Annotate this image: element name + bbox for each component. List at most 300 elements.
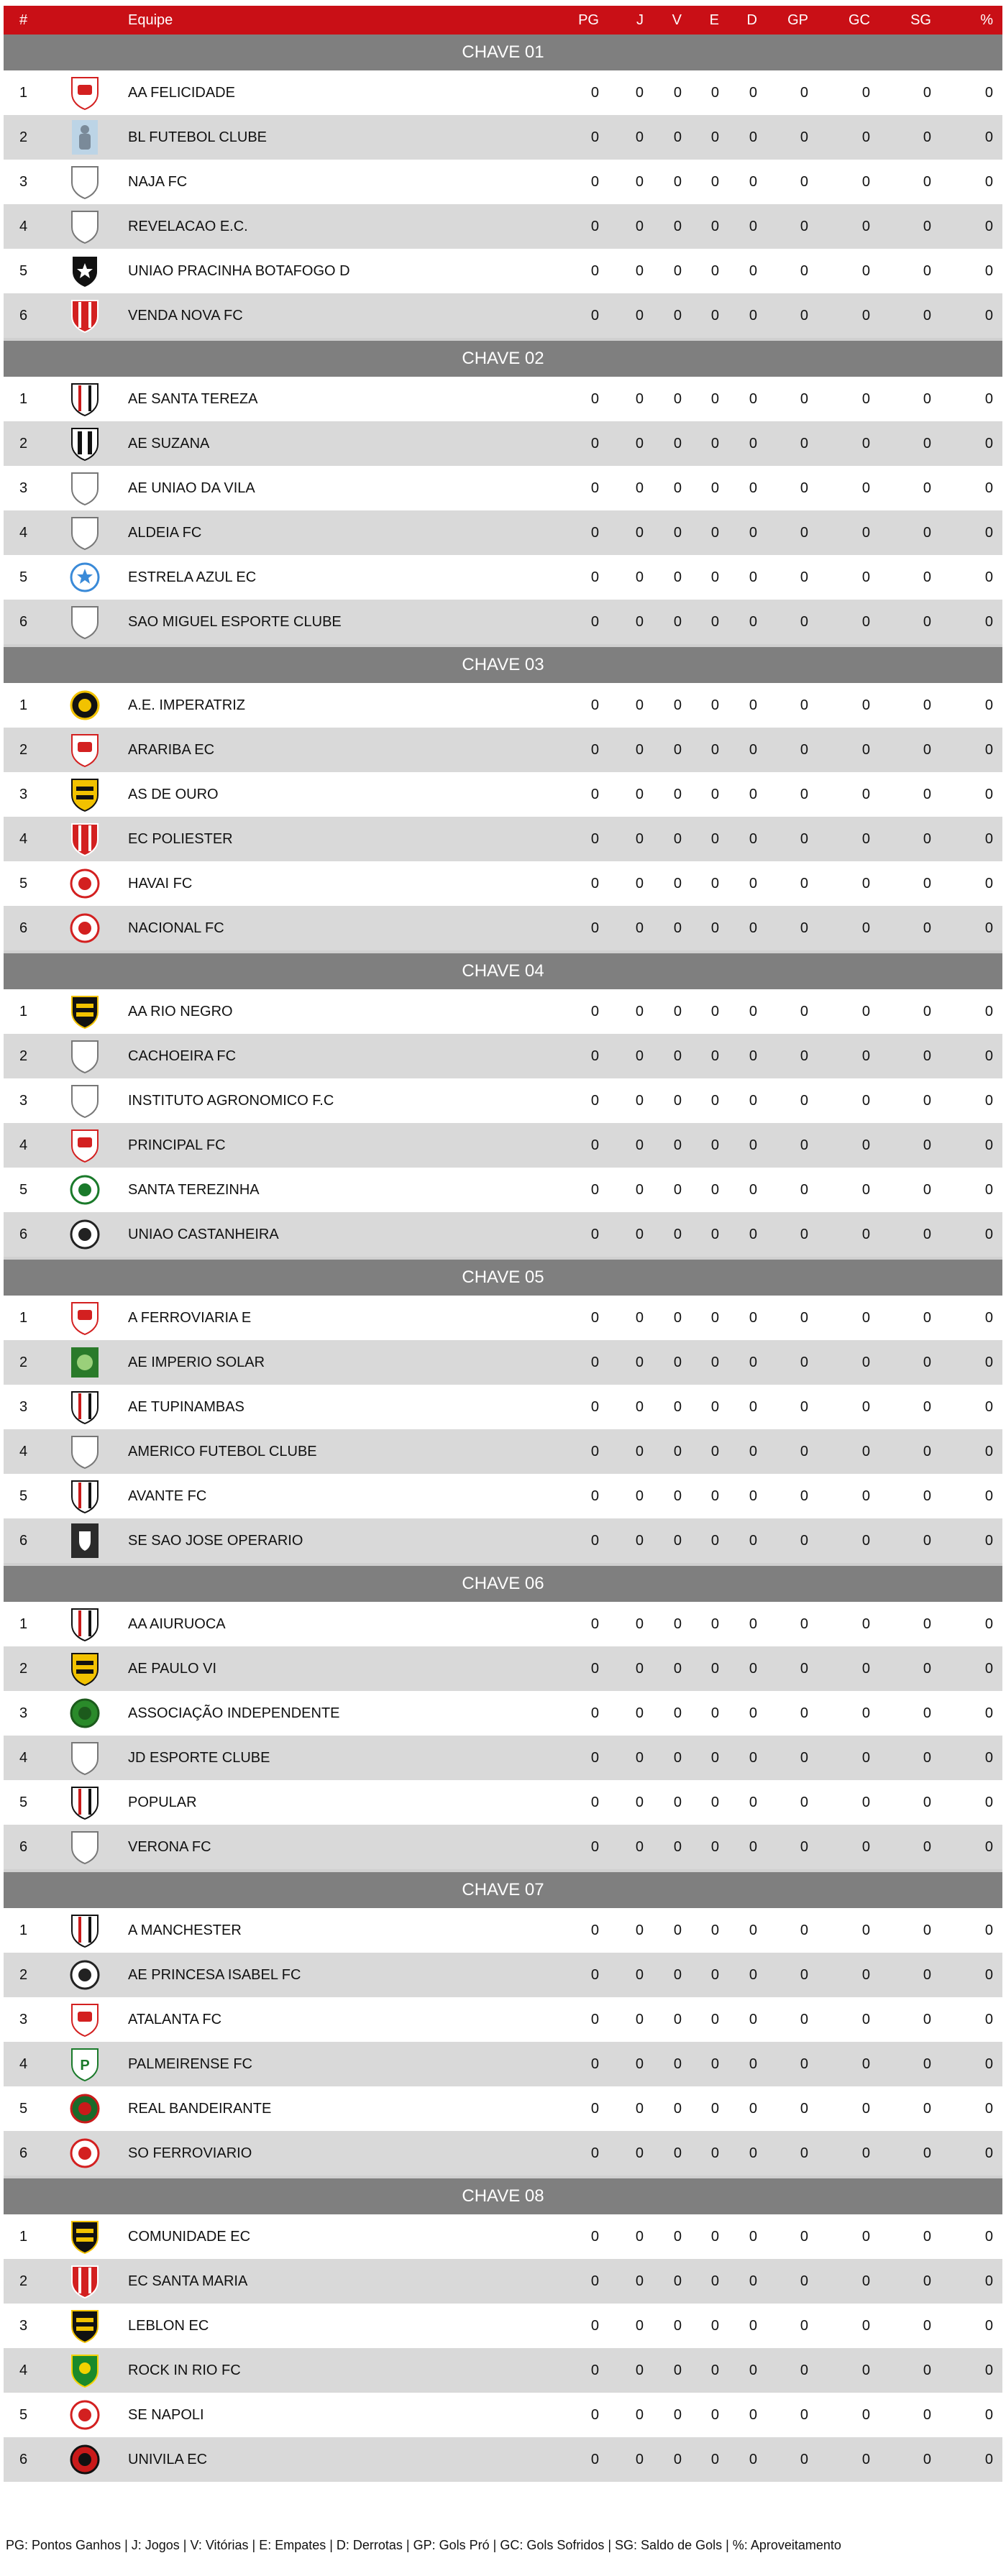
team-crest-icon <box>65 1825 105 1869</box>
stat-sg: 0 <box>923 697 931 713</box>
team-crest-icon <box>65 1691 105 1736</box>
team-name[interactable]: UNIVILA EC <box>128 2451 208 2467</box>
table-row <box>4 683 1002 728</box>
stat-sg: 0 <box>923 1922 931 1938</box>
team-crest-icon <box>65 1212 105 1257</box>
stat-pg: 0 <box>590 741 599 758</box>
team-name[interactable]: AE PRINCESA ISABEL FC <box>128 1966 301 1983</box>
table-row <box>4 1646 1002 1691</box>
team-name[interactable]: AE UNIAO DA VILA <box>128 480 255 496</box>
team-name[interactable]: AE TUPINAMBAS <box>128 1398 244 1415</box>
group-header <box>4 1566 1002 1602</box>
table-row <box>4 1340 1002 1385</box>
stat-j: 0 <box>635 2055 644 2072</box>
group-title: CHAVE 01 <box>462 42 544 62</box>
stat-gc: 0 <box>861 920 870 936</box>
stat-pg: 0 <box>590 84 599 101</box>
team-name[interactable]: AE SUZANA <box>128 435 210 452</box>
stat-e: 0 <box>710 307 719 324</box>
stat-e: 0 <box>710 1966 719 1983</box>
stat-gc: 0 <box>861 875 870 891</box>
stat-sg: 0 <box>923 2100 931 2117</box>
stat-pg: 0 <box>590 390 599 407</box>
team-position: 5 <box>19 875 28 891</box>
stat-e: 0 <box>710 1309 719 1326</box>
stat-e: 0 <box>710 435 719 452</box>
stat-j: 0 <box>635 307 644 324</box>
stat-gp: 0 <box>800 218 808 234</box>
team-crest-icon <box>65 2437 105 2482</box>
stat-j: 0 <box>635 524 644 541</box>
stat-v: 0 <box>673 2228 682 2245</box>
stat-j: 0 <box>635 1749 644 1766</box>
stat-gp: 0 <box>800 786 808 802</box>
team-name[interactable]: REVELACAO E.C. <box>128 218 248 234</box>
team-name[interactable]: EC POLIESTER <box>128 830 233 847</box>
stat-percent: 0 <box>984 1443 993 1459</box>
stat-j: 0 <box>635 1615 644 1632</box>
stat-gc: 0 <box>861 1660 870 1677</box>
team-position: 4 <box>19 1749 28 1766</box>
stat-percent: 0 <box>984 84 993 101</box>
stat-pg: 0 <box>590 480 599 496</box>
team-position: 5 <box>19 569 28 585</box>
stat-v: 0 <box>673 1532 682 1549</box>
table-row <box>4 555 1002 600</box>
stat-j: 0 <box>635 1705 644 1721</box>
group-title: CHAVE 06 <box>462 1574 544 1593</box>
stat-sg: 0 <box>923 1309 931 1326</box>
stat-pg: 0 <box>590 697 599 713</box>
stat-j: 0 <box>635 1226 644 1242</box>
stat-pg: 0 <box>590 1660 599 1677</box>
stat-d: 0 <box>749 875 757 891</box>
table-row <box>4 377 1002 421</box>
stat-v: 0 <box>673 1705 682 1721</box>
stat-percent: 0 <box>984 1532 993 1549</box>
table-row <box>4 1691 1002 1736</box>
stat-v: 0 <box>673 1443 682 1459</box>
team-crest-icon <box>65 70 105 115</box>
stat-e: 0 <box>710 697 719 713</box>
stat-v: 0 <box>673 2011 682 2027</box>
stat-j: 0 <box>635 2451 644 2467</box>
stat-d: 0 <box>749 1532 757 1549</box>
team-position: 1 <box>19 697 28 713</box>
stat-v: 0 <box>673 2362 682 2378</box>
stat-gp: 0 <box>800 2228 808 2245</box>
stat-d: 0 <box>749 307 757 324</box>
team-name[interactable]: UNIAO PRACINHA BOTAFOGO D <box>128 262 350 279</box>
stat-pg: 0 <box>590 2055 599 2072</box>
stat-j: 0 <box>635 613 644 630</box>
team-crest-icon <box>65 2042 105 2086</box>
team-crest-icon <box>65 1997 105 2042</box>
svg-text:P: P <box>80 2058 90 2073</box>
header-position: # <box>19 12 28 28</box>
table-row <box>4 421 1002 466</box>
team-crest-icon <box>65 861 105 906</box>
team-name[interactable]: INSTITUTO AGRONOMICO F.C <box>128 1092 334 1109</box>
team-crest-icon <box>65 1736 105 1780</box>
stat-pg: 0 <box>590 2145 599 2161</box>
team-name[interactable]: POPULAR <box>128 1794 197 1810</box>
stat-e: 0 <box>710 1615 719 1632</box>
stat-d: 0 <box>749 173 757 190</box>
team-name[interactable]: ROCK IN RIO FC <box>128 2362 241 2378</box>
stat-gc: 0 <box>861 2055 870 2072</box>
stat-gp: 0 <box>800 2451 808 2467</box>
stat-v: 0 <box>673 1966 682 1983</box>
team-name[interactable]: AA AIURUOCA <box>128 1615 226 1632</box>
stat-d: 0 <box>749 697 757 713</box>
stat-e: 0 <box>710 1354 719 1370</box>
table-row <box>4 1780 1002 1825</box>
table-row <box>4 2393 1002 2437</box>
team-name[interactable]: AA FELICIDADE <box>128 84 235 101</box>
stat-pg: 0 <box>590 1048 599 1064</box>
stat-sg: 0 <box>923 1048 931 1064</box>
stat-v: 0 <box>673 2145 682 2161</box>
stat-d: 0 <box>749 1309 757 1326</box>
team-name[interactable]: NACIONAL FC <box>128 920 224 936</box>
stat-percent: 0 <box>984 2362 993 2378</box>
stat-percent: 0 <box>984 613 993 630</box>
stat-d: 0 <box>749 1003 757 1019</box>
stat-percent: 0 <box>984 1226 993 1242</box>
stat-e: 0 <box>710 1488 719 1504</box>
stat-gp: 0 <box>800 569 808 585</box>
stat-v: 0 <box>673 84 682 101</box>
stat-gc: 0 <box>861 2273 870 2289</box>
team-position: 3 <box>19 1398 28 1415</box>
team-name[interactable]: SE NAPOLI <box>128 2406 204 2423</box>
team-name[interactable]: ALDEIA FC <box>128 524 202 541</box>
stat-e: 0 <box>710 1922 719 1938</box>
team-name[interactable]: AMERICO FUTEBOL CLUBE <box>128 1443 317 1459</box>
team-name[interactable]: JD ESPORTE CLUBE <box>128 1749 270 1766</box>
stat-d: 0 <box>749 1705 757 1721</box>
stat-gp: 0 <box>800 262 808 279</box>
team-crest-icon <box>65 1908 105 1953</box>
team-crest-icon <box>65 2214 105 2259</box>
team-name[interactable]: AE SANTA TEREZA <box>128 390 258 407</box>
team-name[interactable]: PRINCIPAL FC <box>128 1137 226 1153</box>
team-crest-icon <box>65 1296 105 1340</box>
stat-e: 0 <box>710 2406 719 2423</box>
stat-gc: 0 <box>861 1443 870 1459</box>
team-name[interactable]: VERONA FC <box>128 1838 211 1855</box>
team-name[interactable]: A MANCHESTER <box>128 1922 242 1938</box>
stat-sg: 0 <box>923 741 931 758</box>
table-row <box>4 466 1002 510</box>
stat-gp: 0 <box>800 2273 808 2289</box>
team-name[interactable]: SO FERROVIARIO <box>128 2145 252 2161</box>
team-name[interactable]: UNIAO CASTANHEIRA <box>128 1226 279 1242</box>
stat-sg: 0 <box>923 1615 931 1632</box>
stat-sg: 0 <box>923 524 931 541</box>
team-crest-icon <box>65 1474 105 1518</box>
table-row <box>4 1997 1002 2042</box>
team-crest-icon <box>65 1340 105 1385</box>
table-row <box>4 70 1002 115</box>
stat-sg: 0 <box>923 2011 931 2027</box>
table-row <box>4 1518 1002 1563</box>
team-name[interactable]: AVANTE FC <box>128 1488 207 1504</box>
team-crest-icon <box>65 115 105 160</box>
team-name[interactable]: SAO MIGUEL ESPORTE CLUBE <box>128 613 342 630</box>
stat-percent: 0 <box>984 1137 993 1153</box>
stat-gp: 0 <box>800 1615 808 1632</box>
stat-percent: 0 <box>984 1048 993 1064</box>
stat-e: 0 <box>710 2451 719 2467</box>
stat-sg: 0 <box>923 1794 931 1810</box>
stat-sg: 0 <box>923 218 931 234</box>
stat-sg: 0 <box>923 920 931 936</box>
stat-j: 0 <box>635 1922 644 1938</box>
stat-e: 0 <box>710 129 719 145</box>
stat-percent: 0 <box>984 2273 993 2289</box>
stat-gp: 0 <box>800 307 808 324</box>
table-header <box>4 6 1002 35</box>
team-crest-icon <box>65 421 105 466</box>
stat-pg: 0 <box>590 1181 599 1198</box>
stat-v: 0 <box>673 1922 682 1938</box>
team-position: 3 <box>19 786 28 802</box>
stat-d: 0 <box>749 480 757 496</box>
stat-j: 0 <box>635 2317 644 2334</box>
header-gp: GP <box>787 12 808 28</box>
team-position: 4 <box>19 1443 28 1459</box>
stat-v: 0 <box>673 786 682 802</box>
stat-pg: 0 <box>590 1309 599 1326</box>
team-name[interactable]: REAL BANDEIRANTE <box>128 2100 272 2117</box>
stat-e: 0 <box>710 1660 719 1677</box>
stat-pg: 0 <box>590 1398 599 1415</box>
stat-percent: 0 <box>984 920 993 936</box>
stat-d: 0 <box>749 524 757 541</box>
stat-sg: 0 <box>923 1838 931 1855</box>
stat-sg: 0 <box>923 390 931 407</box>
stat-d: 0 <box>749 1488 757 1504</box>
stat-d: 0 <box>749 129 757 145</box>
header-d: D <box>746 12 757 28</box>
stat-gc: 0 <box>861 697 870 713</box>
table-row <box>4 906 1002 950</box>
team-name[interactable]: CACHOEIRA FC <box>128 1048 237 1064</box>
stat-v: 0 <box>673 920 682 936</box>
stat-d: 0 <box>749 1092 757 1109</box>
stat-pg: 0 <box>590 830 599 847</box>
stat-sg: 0 <box>923 786 931 802</box>
stat-v: 0 <box>673 2273 682 2289</box>
stat-pg: 0 <box>590 435 599 452</box>
stat-sg: 0 <box>923 307 931 324</box>
table-row <box>4 2348 1002 2393</box>
stat-pg: 0 <box>590 2273 599 2289</box>
stat-percent: 0 <box>984 830 993 847</box>
stat-sg: 0 <box>923 2362 931 2378</box>
header-v: V <box>672 12 682 28</box>
table-row <box>4 1474 1002 1518</box>
team-crest-icon <box>65 683 105 728</box>
stat-e: 0 <box>710 1137 719 1153</box>
team-name[interactable]: AE PAULO VI <box>128 1660 217 1677</box>
stat-sg: 0 <box>923 1398 931 1415</box>
team-position: 2 <box>19 435 28 452</box>
stat-v: 0 <box>673 1092 682 1109</box>
stat-e: 0 <box>710 1794 719 1810</box>
stat-gp: 0 <box>800 2145 808 2161</box>
team-crest-icon <box>65 377 105 421</box>
table-row <box>4 1168 1002 1212</box>
team-name[interactable]: SANTA TEREZINHA <box>128 1181 260 1198</box>
stat-e: 0 <box>710 262 719 279</box>
stat-j: 0 <box>635 569 644 585</box>
table-row <box>4 2086 1002 2131</box>
team-name[interactable]: SE SAO JOSE OPERARIO <box>128 1532 303 1549</box>
stat-v: 0 <box>673 1749 682 1766</box>
stat-gc: 0 <box>861 307 870 324</box>
team-name[interactable]: LEBLON EC <box>128 2317 209 2334</box>
stat-gc: 0 <box>861 1137 870 1153</box>
stat-gc: 0 <box>861 741 870 758</box>
stat-pg: 0 <box>590 875 599 891</box>
stat-pg: 0 <box>590 262 599 279</box>
group-title: CHAVE 04 <box>462 961 544 981</box>
stat-sg: 0 <box>923 1488 931 1504</box>
stat-v: 0 <box>673 307 682 324</box>
stat-pg: 0 <box>590 1488 599 1504</box>
table-row <box>4 2131 1002 2176</box>
team-position: 2 <box>19 129 28 145</box>
stat-gp: 0 <box>800 524 808 541</box>
stat-gc: 0 <box>861 1922 870 1938</box>
stat-j: 0 <box>635 2273 644 2289</box>
team-name[interactable]: PALMEIRENSE FC <box>128 2055 252 2072</box>
stat-sg: 0 <box>923 1749 931 1766</box>
stat-d: 0 <box>749 1398 757 1415</box>
team-name[interactable]: VENDA NOVA FC <box>128 307 243 324</box>
stat-v: 0 <box>673 1794 682 1810</box>
stat-d: 0 <box>749 1181 757 1198</box>
team-name[interactable]: A FERROVIARIA E <box>128 1309 252 1326</box>
stat-d: 0 <box>749 2011 757 2027</box>
stat-v: 0 <box>673 2317 682 2334</box>
table-row <box>4 2437 1002 2482</box>
stat-gp: 0 <box>800 435 808 452</box>
stat-e: 0 <box>710 2100 719 2117</box>
stat-e: 0 <box>710 2055 719 2072</box>
team-crest-icon <box>65 2348 105 2393</box>
table-row <box>4 1602 1002 1646</box>
stat-d: 0 <box>749 2406 757 2423</box>
team-name[interactable]: ASSOCIAÇÃO INDEPENDENTE <box>128 1705 340 1721</box>
stat-pg: 0 <box>590 2011 599 2027</box>
stat-gc: 0 <box>861 1092 870 1109</box>
team-name[interactable]: BL FUTEBOL CLUBE <box>128 129 267 145</box>
team-name[interactable]: AA RIO NEGRO <box>128 1003 233 1019</box>
team-name[interactable]: A.E. IMPERATRIZ <box>128 697 245 713</box>
table-row <box>4 2259 1002 2304</box>
stat-d: 0 <box>749 84 757 101</box>
team-name[interactable]: EC SANTA MARIA <box>128 2273 248 2289</box>
stat-j: 0 <box>635 1309 644 1326</box>
table-row <box>4 772 1002 817</box>
stat-pg: 0 <box>590 1354 599 1370</box>
stat-v: 0 <box>673 218 682 234</box>
stat-e: 0 <box>710 1838 719 1855</box>
stat-percent: 0 <box>984 1181 993 1198</box>
team-name[interactable]: ARARIBA EC <box>128 741 215 758</box>
stat-gc: 0 <box>861 1398 870 1415</box>
stat-percent: 0 <box>984 2145 993 2161</box>
team-name[interactable]: HAVAI FC <box>128 875 193 891</box>
stat-d: 0 <box>749 1966 757 1983</box>
team-crest-icon <box>65 1780 105 1825</box>
stat-pg: 0 <box>590 920 599 936</box>
team-position: 1 <box>19 1003 28 1019</box>
team-name[interactable]: AE IMPERIO SOLAR <box>128 1354 265 1370</box>
stat-gc: 0 <box>861 1226 870 1242</box>
table-row <box>4 861 1002 906</box>
stat-percent: 0 <box>984 1309 993 1326</box>
team-crest-icon <box>65 1123 105 1168</box>
stat-sg: 0 <box>923 2406 931 2423</box>
team-crest-icon <box>65 555 105 600</box>
table-row <box>4 1953 1002 1997</box>
team-position: 1 <box>19 1922 28 1938</box>
table-row <box>4 1078 1002 1123</box>
team-name[interactable]: AS DE OURO <box>128 786 219 802</box>
stat-gc: 0 <box>861 1488 870 1504</box>
stat-v: 0 <box>673 2100 682 2117</box>
stat-percent: 0 <box>984 218 993 234</box>
stat-sg: 0 <box>923 1354 931 1370</box>
stat-v: 0 <box>673 1660 682 1677</box>
team-crest-icon <box>65 2259 105 2304</box>
stat-sg: 0 <box>923 1966 931 1983</box>
group-title: CHAVE 02 <box>462 349 544 368</box>
stat-e: 0 <box>710 2317 719 2334</box>
stat-gp: 0 <box>800 1181 808 1198</box>
team-name[interactable]: ATALANTA FC <box>128 2011 222 2027</box>
stat-e: 0 <box>710 2273 719 2289</box>
stat-pg: 0 <box>590 1092 599 1109</box>
stat-d: 0 <box>749 1922 757 1938</box>
stat-gp: 0 <box>800 2011 808 2027</box>
team-crest-icon <box>65 728 105 772</box>
team-position: 4 <box>19 218 28 234</box>
stat-v: 0 <box>673 697 682 713</box>
stat-pg: 0 <box>590 218 599 234</box>
team-name[interactable]: NAJA FC <box>128 173 188 190</box>
table-row <box>4 1825 1002 1869</box>
team-name[interactable]: COMUNIDADE EC <box>128 2228 251 2245</box>
team-crest-icon <box>65 1429 105 1474</box>
stat-gp: 0 <box>800 1309 808 1326</box>
stat-e: 0 <box>710 1705 719 1721</box>
stat-e: 0 <box>710 786 719 802</box>
team-name[interactable]: ESTRELA AZUL EC <box>128 569 257 585</box>
stat-percent: 0 <box>984 569 993 585</box>
stat-j: 0 <box>635 2228 644 2245</box>
stat-gp: 0 <box>800 2362 808 2378</box>
stat-sg: 0 <box>923 2228 931 2245</box>
header-percent: % <box>980 12 993 28</box>
team-crest-icon <box>65 1646 105 1691</box>
group-header <box>4 953 1002 989</box>
